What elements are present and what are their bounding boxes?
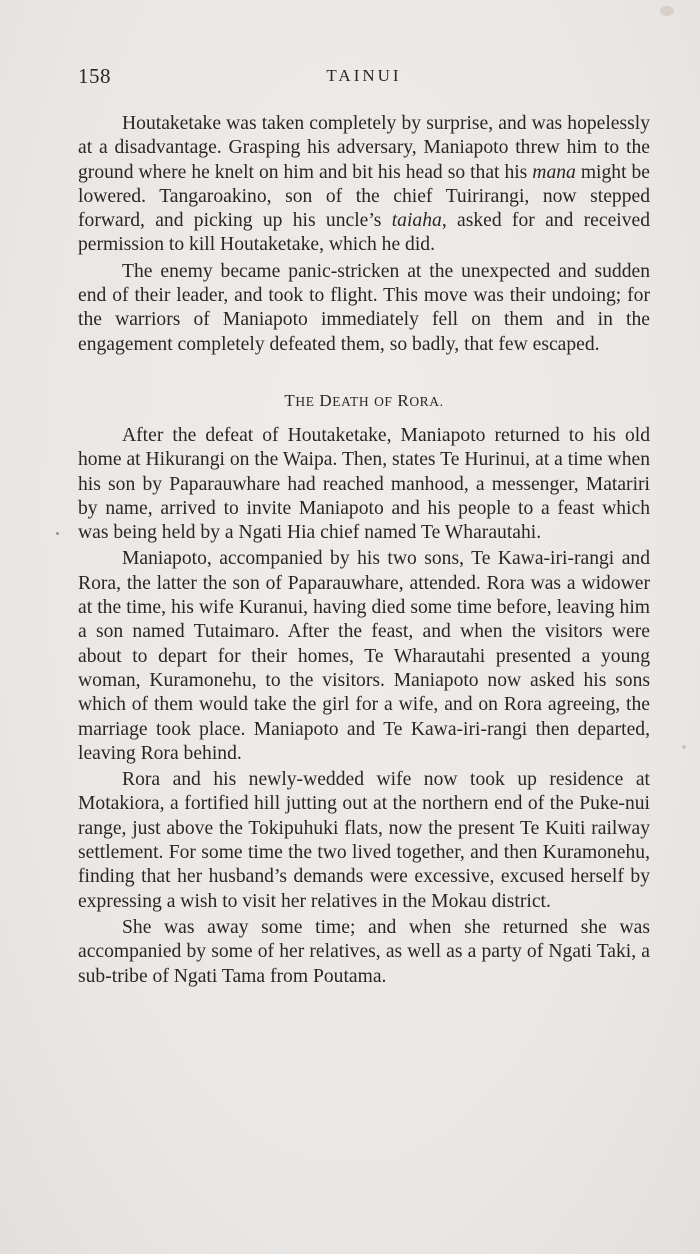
paper-speck (682, 745, 686, 749)
paragraph: The enemy became panic-stricken at the unexpected and sudden end of their leader, and took to flight. This move was their undoing; for the warriors of Maniapoto immediately fell on them and in the engagement completely defeated them, so badly, that few escaped. (78, 260, 650, 355)
page-header (78, 64, 650, 92)
running-title: TAINUI (326, 66, 402, 85)
paragraph: After the defeat of Houtaketake, Maniapoto returned to his old home at Hikurangi on the Waipa. Then, states Te Hurinui, at a time when his son by Paparauwhare had reached manhood, a messenger, Matariri by name, arrived to invite Maniapoto and his people to a feast which was being held by a Ngati Hia chief named Te Wharautahi. (78, 424, 650, 544)
page-number: 158 (78, 64, 111, 88)
paragraph: Rora and his newly-wedded wife now took up residence at Motakiora, a fortified hill jutting out at the northern end of the Puke-nui range, just above the Tokipuhuki flats, now the present Te Kuiti railway settlement. For some time the two lived together, and then Kuramonehu, finding that her husband’s demands were excessive, excused herself by expressing a wish to visit her relatives in the Mokau district. (78, 769, 650, 912)
paragraph: She was away some time; and when she returned she was accompanied by some of her relatives, as well as a party of Ngati Taki, a sub-tribe of Ngati Tama from Poutama. (78, 916, 650, 987)
paper-stain (660, 6, 674, 16)
page-body (78, 112, 650, 989)
paper-speck (56, 532, 59, 535)
section-heading: THE DEATH OF RORA. (284, 390, 444, 410)
paragraph: Houtaketake was taken completely by surprise, and was hopelessly at a disadvantage. Grasping his adversary, Maniapoto threw him to the ground where he knelt on him and bit his head so that his mana might be lowered. Tangaroakino, son of the chief Tuirirangi, now stepped forward, and picking up his uncle’s taiaha, asked for and received permission to kill Houtaketake, which he did. (78, 113, 651, 256)
paragraph: Maniapoto, accompanied by his two sons, Te Kawa-iri-rangi and Rora, the latter the son of Paparauwhare, attended. Rora was a widower at the time, his wife Kuranui, having died some time before, leaving him a son named Tutaimaro. After the feast, and when the visitors were about to depart for their homes, Te Wharautahi presented a young woman, Kuramonehu, to the visitors. Maniapoto now asked his sons which of them would take the girl for a wife, and on Rora agreeing, the marriage took place. Maniapoto and Te Kawa-iri-rangi then departed, leaving Rora behind. (78, 548, 650, 764)
